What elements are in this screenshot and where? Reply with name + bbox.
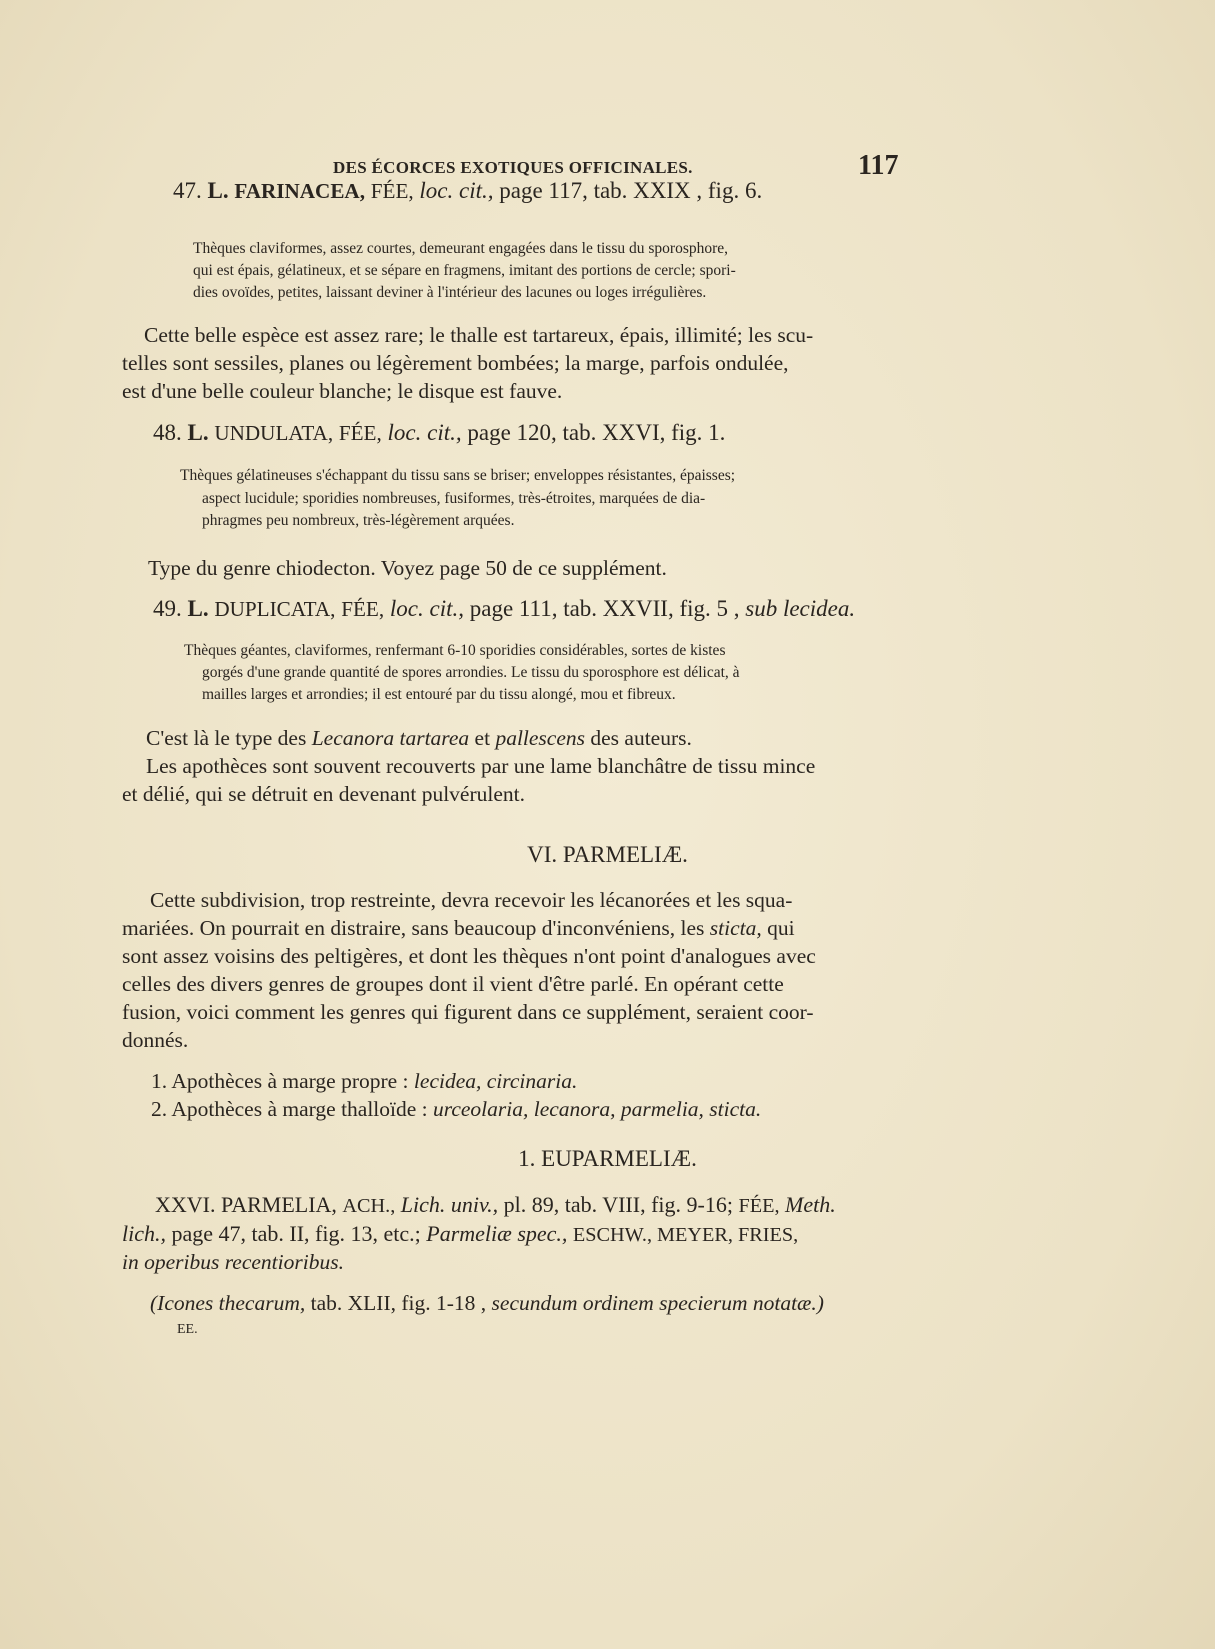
entry-47-note-line: qui est épais, gélatineux, et se sépare en fragmens, imitant des portions de cercle; spori- <box>193 262 736 279</box>
entry-48-note-line: aspect lucidule; sporidies nombreuses, fusiformes, très-étroites, marquées de dia- <box>202 490 706 507</box>
entry-47-body-line: est d'une belle couleur blanche; le disque est fauve. <box>122 379 563 403</box>
entry-49-body-line: Les apothèces sont souvent recouverts par une lame blanchâtre de tissu mince <box>146 754 816 778</box>
entry-48-note-line: Thèques gélatineuses s'échappant du tissu sans se briser; enveloppes résistantes, épaisses; <box>180 467 736 484</box>
section-paragraph-line: fusion, voici comment les genres qui figurent dans ce supplément, seraient coor- <box>122 1000 814 1024</box>
genus-entry-line: lich., page 47, tab. II, fig. 13, etc.; Parmeliæ spec., ESCHW., MEYER, FRIES, <box>122 1221 799 1246</box>
list-item: 1. Apothèces à marge propre : lecidea, circinaria. <box>151 1069 578 1093</box>
section-paragraph-line: donnés. <box>122 1028 189 1052</box>
entry-49-body-line: C'est là le type des Lecanora tartarea et pallescens des auteurs. <box>146 726 692 750</box>
running-title: DES ÉCORCES EXOTIQUES OFFICINALES. <box>333 158 693 177</box>
entry-49-note-line: Thèques géantes, claviformes, renfermant 6-10 sporidies considérables, sortes de kistes <box>184 642 726 659</box>
entry-47-note-line: Thèques claviformes, assez courtes, demeurant engagées dans le tissu du sporosphore, <box>193 240 729 257</box>
signature-mark: EE. <box>177 1322 198 1337</box>
section-paragraph-line: sont assez voisins des peltigères, et dont les thèques n'ont point d'analogues avec <box>122 944 816 968</box>
entry-48-heading: 48. L. UNDULATA, FÉE, loc. cit., page 120, tab. XXVI, fig. 1. <box>153 420 726 445</box>
entry-48-note-line: phragmes peu nombreux, très-légèrement arquées. <box>202 512 515 529</box>
subsection-title: 1. EUPARMELIÆ. <box>518 1146 697 1171</box>
page-number: 117 <box>858 150 899 181</box>
genus-entry-line: XXVI. PARMELIA, ACH., Lich. univ., pl. 89, tab. VIII, fig. 9-16; FÉE, Meth. <box>155 1192 836 1217</box>
entry-49-note-line: mailles larges et arrondies; il est entouré par du tissu alongé, mou et fibreux. <box>202 686 676 703</box>
genus-entry-line: in operibus recentioribus. <box>122 1250 344 1274</box>
entry-47-body-line: Cette belle espèce est assez rare; le thalle est tartareux, épais, illimité; les scu- <box>144 323 814 347</box>
section-paragraph-line: mariées. On pourrait en distraire, sans beaucoup d'inconvéniens, les sticta, qui <box>122 916 795 940</box>
section-title: VI. PARMELIÆ. <box>527 842 688 867</box>
entry-49-heading: 49. L. DUPLICATA, FÉE, loc. cit., page 111, tab. XXVII, fig. 5 , sub lecidea. <box>153 596 856 621</box>
entry-49-note-line: gorgés d'une grande quantité de spores arrondies. Le tissu du sporosphore est délicat, à <box>202 664 740 681</box>
entry-49-body-line: et délié, qui se détruit en devenant pulvérulent. <box>122 782 525 806</box>
entry-48-body-line: Type du genre chiodecton. Voyez page 50 de ce supplément. <box>148 556 667 580</box>
entry-47-heading: 47. L. FARINACEA, FÉE, loc. cit., page 117, tab. XXIX , fig. 6. <box>173 178 763 203</box>
list-item: 2. Apothèces à marge thalloïde : urceolaria, lecanora, parmelia, sticta. <box>151 1097 762 1121</box>
genus-entry-line: (Icones thecarum, tab. XLII, fig. 1-18 , secundum ordinem specierum notatæ.) <box>150 1291 824 1315</box>
entry-47-note-line: dies ovoïdes, petites, laissant deviner à l'intérieur des lacunes ou loges irrégulières. <box>193 284 707 301</box>
section-paragraph-line: celles des divers genres de groupes dont il vient d'être parlé. En opérant cette <box>122 972 784 996</box>
entry-47-body-line: telles sont sessiles, planes ou légèrement bombées; la marge, parfois ondulée, <box>122 351 789 375</box>
section-paragraph-line: Cette subdivision, trop restreinte, devra recevoir les lécanorées et les squa- <box>150 888 793 912</box>
